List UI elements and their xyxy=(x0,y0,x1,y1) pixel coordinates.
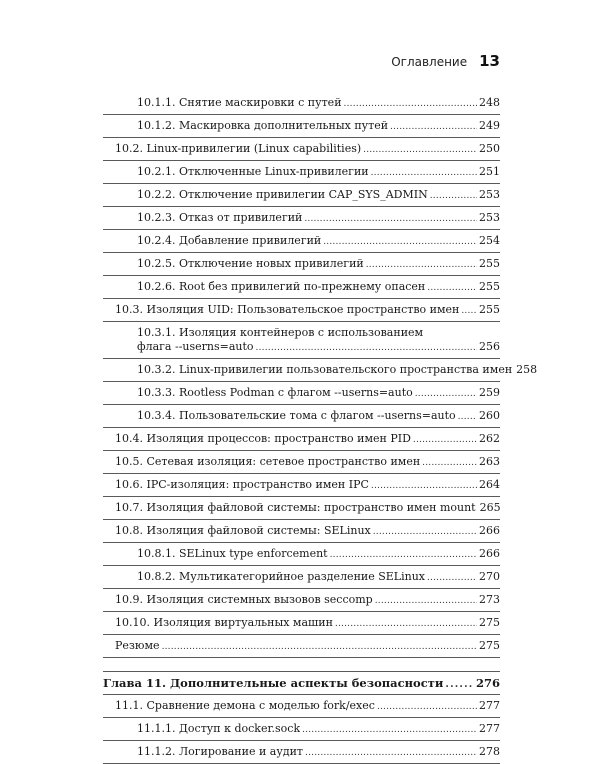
toc-entry[interactable] xyxy=(103,230,500,253)
toc-entry[interactable] xyxy=(103,405,500,428)
toc-entry-page: 253 xyxy=(479,211,500,224)
toc-entry[interactable] xyxy=(103,520,500,543)
leader-dots xyxy=(415,386,477,401)
leader-dots xyxy=(304,211,477,226)
leader-dots xyxy=(427,570,477,585)
toc-entry-page: 250 xyxy=(479,142,500,155)
toc-entry[interactable] xyxy=(103,741,500,764)
toc-entry-page: 263 xyxy=(479,455,500,468)
toc-entry-title: 10.1.1. Снятие маскировки с путей xyxy=(137,96,342,109)
toc-entry-title: 11.1.1. Доступ к docker.sock xyxy=(137,722,301,735)
leader-dots xyxy=(371,478,477,493)
toc-entry-page: 275 xyxy=(479,616,500,629)
toc-entry[interactable] xyxy=(103,589,500,612)
toc-entry-title-continued: флага --userns=auto xyxy=(137,340,254,353)
toc-entry-page: 262 xyxy=(479,432,500,445)
toc-entry[interactable] xyxy=(103,474,500,497)
toc-entry-title: 10.9. Изоляция системных вызовов seccomp xyxy=(115,593,373,606)
toc-entry[interactable] xyxy=(103,497,500,520)
toc-entry-page: 277 xyxy=(479,722,500,735)
toc-entry-title: 10.7. Изоляция файловой системы: пространство имен mount xyxy=(115,501,476,514)
toc-entry[interactable] xyxy=(103,428,500,451)
toc-entry-title: 10.8. Изоляция файловой системы: SELinux xyxy=(115,524,371,537)
toc-entry[interactable] xyxy=(103,322,500,359)
toc-entry-page: 273 xyxy=(479,593,500,606)
toc-entry[interactable] xyxy=(103,543,500,566)
toc-entry-page: 254 xyxy=(479,234,500,247)
toc-entry-page: 255 xyxy=(479,257,500,270)
toc-entry-page: 266 xyxy=(479,524,500,537)
toc-entry-title: 10.3.3. Rootless Podman с флагом --userns=auto xyxy=(137,386,413,399)
toc-entry-title: 10.2.2. Отключение привилегии CAP_SYS_ADMIN xyxy=(137,188,428,201)
toc-entry-title: 10.4. Изоляция процессов: пространство имен PID xyxy=(115,432,411,445)
leader-dots xyxy=(330,547,477,562)
toc-entry-page: 255 xyxy=(479,303,500,316)
leader-dots xyxy=(373,524,477,539)
toc-entry-page: 275 xyxy=(479,639,500,652)
leader-dots xyxy=(375,593,477,608)
toc-entry-title: 11.1. Сравнение демона с моделью fork/exec xyxy=(115,699,375,712)
leader-dots xyxy=(302,722,477,737)
toc-entry-title: 10.6. IPC-изоляция: пространство имен IPC xyxy=(115,478,369,491)
toc-entry[interactable] xyxy=(103,184,500,207)
leader-dots xyxy=(305,745,477,760)
leader-dots xyxy=(458,409,477,424)
leader-dots xyxy=(377,699,477,714)
toc-entry-page: 265 xyxy=(479,501,501,514)
toc-entry-title: 10.10. Изоляция виртуальных машин xyxy=(115,616,333,629)
toc-entry-page: 251 xyxy=(479,165,500,178)
toc-entry[interactable] xyxy=(103,161,500,184)
toc-entry[interactable] xyxy=(103,138,500,161)
toc-entry-page: 264 xyxy=(479,478,500,491)
leader-dots xyxy=(162,639,477,654)
toc-chapter-entry[interactable] xyxy=(103,671,500,695)
toc-entry-page: 260 xyxy=(479,409,500,422)
leader-dots xyxy=(344,96,477,111)
leader-dots xyxy=(366,257,477,272)
toc-entry-page: 259 xyxy=(479,386,500,399)
toc-entry-page: 255 xyxy=(479,280,500,293)
toc-entry-title: 10.3.4. Пользовательские тома с флагом --userns=auto xyxy=(137,409,456,422)
toc-entry-title: Резюме xyxy=(115,639,160,652)
leader-dots xyxy=(256,340,477,355)
toc-entry[interactable] xyxy=(103,566,500,589)
toc-entry[interactable] xyxy=(103,299,500,322)
toc-entry-title: 10.3.2. Linux-привилегии пользовательского пространства имен xyxy=(137,363,513,376)
leader-dots xyxy=(371,165,477,180)
toc-entry[interactable] xyxy=(103,612,500,635)
chapter-gap xyxy=(103,658,500,671)
toc-entry[interactable] xyxy=(103,207,500,230)
toc-entry-page: 278 xyxy=(479,745,500,758)
toc-entry[interactable] xyxy=(103,695,500,718)
toc-entry-title: 10.5. Сетевая изоляция: сетевое пространство имен xyxy=(115,455,421,468)
table-of-contents xyxy=(103,92,538,764)
toc-entry[interactable] xyxy=(103,718,500,741)
running-head-section: Оглавление xyxy=(391,55,468,69)
toc-entry[interactable] xyxy=(103,92,500,115)
toc-entry[interactable] xyxy=(103,635,500,658)
toc-entry-page: 249 xyxy=(479,119,500,132)
toc-entry-title: 10.2.5. Отключение новых привилегий xyxy=(137,257,364,270)
toc-entry-title: Глава 11. Дополнительные аспекты безопасности xyxy=(103,676,444,690)
running-head xyxy=(391,52,500,70)
leader-dots xyxy=(427,280,477,295)
toc-entry-page: 276 xyxy=(475,676,500,690)
leader-dots xyxy=(430,188,477,203)
leader-dots xyxy=(323,234,477,249)
toc-entry-title: 10.8.1. SELinux type enforcement xyxy=(137,547,328,560)
toc-entry-page: 253 xyxy=(479,188,500,201)
toc-entry-title: 10.2.1. Отключенные Linux-привилегии xyxy=(137,165,369,178)
toc-entry[interactable] xyxy=(103,451,500,474)
leader-dots xyxy=(422,455,477,470)
toc-entry-page: 248 xyxy=(479,96,500,109)
toc-entry-title: 10.1.2. Маскировка дополнительных путей xyxy=(137,119,389,132)
toc-entry-title: 10.3.1. Изоляция контейнеров с использованием xyxy=(137,326,424,339)
toc-entry-title: 11.1.2. Логирование и аудит xyxy=(137,745,304,758)
toc-entry-page: 258 xyxy=(516,363,538,376)
leader-dots xyxy=(335,616,477,631)
leader-dots xyxy=(363,142,477,157)
toc-entry-page: 256 xyxy=(479,340,500,353)
toc-entry-page: 270 xyxy=(479,570,500,583)
leader-dots xyxy=(390,119,477,134)
toc-entry[interactable] xyxy=(103,276,500,299)
toc-entry-title: 10.2. Linux-привилегии (Linux capabilities) xyxy=(115,142,362,155)
toc-entry-title: 10.8.2. Мультикатегорийное разделение SELinux xyxy=(137,570,425,583)
toc-entry[interactable] xyxy=(103,359,538,382)
toc-entry-title: 10.2.4. Добавление привилегий xyxy=(137,234,322,247)
toc-entry-title: 10.2.6. Root без привилегий по-прежнему опасен xyxy=(137,280,426,293)
page-number: 13 xyxy=(479,52,500,70)
leader-dots xyxy=(461,303,477,318)
toc-entry[interactable] xyxy=(103,115,500,138)
toc-entry[interactable] xyxy=(103,253,500,276)
toc-entry-page: 277 xyxy=(479,699,500,712)
leader-dots xyxy=(445,676,474,692)
toc-entry-title: 10.3. Изоляция UID: Пользовательское пространство имен xyxy=(115,303,460,316)
toc-entry-page: 266 xyxy=(479,547,500,560)
toc-entry-title: 10.2.3. Отказ от привилегий xyxy=(137,211,303,224)
toc-entry[interactable] xyxy=(103,382,500,405)
leader-dots xyxy=(413,432,477,447)
